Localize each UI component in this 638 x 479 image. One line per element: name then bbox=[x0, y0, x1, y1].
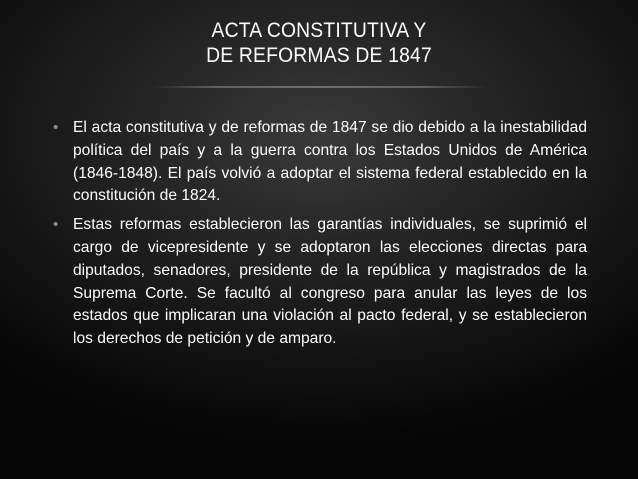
slide-title-line-1: ACTA CONSTITUTIVA Y bbox=[211, 19, 427, 42]
bullet-text: El acta constitutiva y de reformas de 1847 se dio debido a la inestabilidad política del país y a la guerra contra los Estados Unidos de América (1846-1848). El país volvió a adoptar el sistema federal establecido en la constitución de 1824. bbox=[73, 119, 587, 205]
bullet-item bbox=[0, 117, 638, 208]
bullet-dot-icon: • bbox=[53, 119, 59, 136]
bullet-text: Estas reformas establecieron las garantías individuales, se suprimió el cargo de vicepresidente y se adoptaron las elecciones directas para diputados, senadores, presidente de la república y magistrados de la Suprema Corte. Se facultó al congreso para anular las leyes de los estados que implicaran una violación al pacto federal, y se establecieron los derechos de petición y de amparo. bbox=[73, 216, 587, 348]
slide-title-line-2: DE REFORMAS DE 1847 bbox=[206, 44, 432, 67]
slide-title bbox=[26, 18, 613, 68]
bullet-item bbox=[0, 214, 638, 351]
title-divider bbox=[150, 86, 488, 88]
slide-body bbox=[0, 117, 638, 357]
bullet-dot-icon: • bbox=[53, 216, 59, 234]
